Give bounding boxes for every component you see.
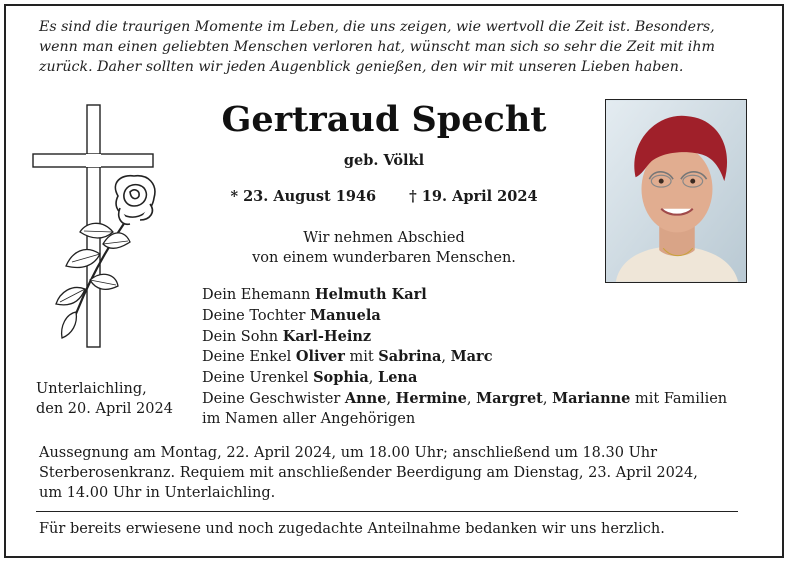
mourner-name: Manuela	[310, 306, 381, 324]
place-line: Unterlaichling,	[36, 381, 147, 397]
connector-text: mit	[344, 349, 379, 366]
date-line: den 20. April 2024	[36, 400, 173, 417]
deceased-name: Gertraud Specht	[221, 99, 547, 140]
farewell-text	[200, 228, 568, 268]
relation-label: Deine Geschwister	[202, 390, 345, 407]
service-line: Aussegnung am Montag, 22. April 2024, um 18.00 Uhr; anschließend um 18.30 Uhr	[39, 445, 658, 461]
farewell-line: Wir nehmen Abschied	[303, 230, 465, 246]
mourner-line	[202, 285, 762, 306]
quote-line: zurück. Daher sollten wir jeden Augenblick genießen, den wir mit unseren Lieben haben.	[39, 59, 684, 75]
service-line: Sterberosenkranz. Requiem mit anschließender Beerdigung am Dienstag, 23. April 2024,	[39, 465, 698, 481]
relation-label: Dein Sohn	[202, 328, 283, 345]
mourner-name: Sophia	[313, 369, 369, 387]
connector-text: ,	[542, 390, 553, 407]
relation-label: Deine Tochter	[202, 307, 311, 324]
birth-name: geb. Völkl	[343, 152, 425, 169]
connector-text: ,	[368, 370, 379, 387]
birth-date: * 23. August 1946	[230, 188, 377, 205]
mourner-name: Lena	[378, 369, 418, 387]
connector-text: ,	[466, 390, 477, 407]
divider	[36, 511, 738, 512]
connector-text: ,	[441, 349, 451, 366]
place-date	[36, 380, 196, 420]
relation-label: Deine Urenkel	[202, 370, 314, 387]
service-info	[39, 443, 759, 503]
mourner-name: Marc	[450, 348, 493, 366]
mourners-list	[202, 285, 762, 430]
mourner-name: Helmuth Karl	[314, 286, 427, 303]
death-date: † 19. April 2024	[409, 188, 538, 205]
connector-text: mit Familien	[630, 390, 728, 407]
portrait-photo	[605, 99, 747, 283]
mourner-line	[202, 327, 762, 348]
quote-line: Es sind die traurigen Momente im Leben, die uns zeigen, wie wertvoll die Zeit ist. Besonders,	[39, 19, 715, 35]
mourner-name: Sabrina	[378, 348, 442, 366]
mourner-line	[202, 347, 762, 368]
intro-quote	[39, 17, 759, 77]
mourner-name: Anne	[344, 389, 387, 407]
mourner-name: Hermine	[395, 389, 467, 407]
mourner-line	[202, 389, 762, 410]
relation-label: Dein Ehemann	[202, 287, 315, 303]
mourner-name: Margret	[476, 389, 543, 407]
life-dates	[200, 188, 568, 205]
relation-label: Deine Enkel	[202, 349, 296, 366]
mourner-name: Karl-Heinz	[282, 327, 372, 345]
thanks-text: Für bereits erwiesene und noch zugedachte Anteilnahme bedanken wir uns herzlich.	[39, 521, 665, 537]
connector-text: ,	[386, 390, 396, 407]
mourner-name: Marianne	[552, 389, 631, 407]
cross-rose-icon	[30, 104, 190, 349]
farewell-line: von einem wunderbaren Menschen.	[252, 250, 516, 266]
mourner-name: Oliver	[295, 348, 345, 366]
mourner-line	[202, 368, 762, 389]
service-line: um 14.00 Uhr in Unterlaichling.	[39, 485, 276, 501]
quote-line: wenn man einen geliebten Menschen verloren hat, wünscht man sich so sehr die Zeit mit ihm	[39, 39, 715, 55]
mourner-line	[202, 306, 762, 327]
mourner-line: im Namen aller Angehörigen	[202, 410, 416, 427]
